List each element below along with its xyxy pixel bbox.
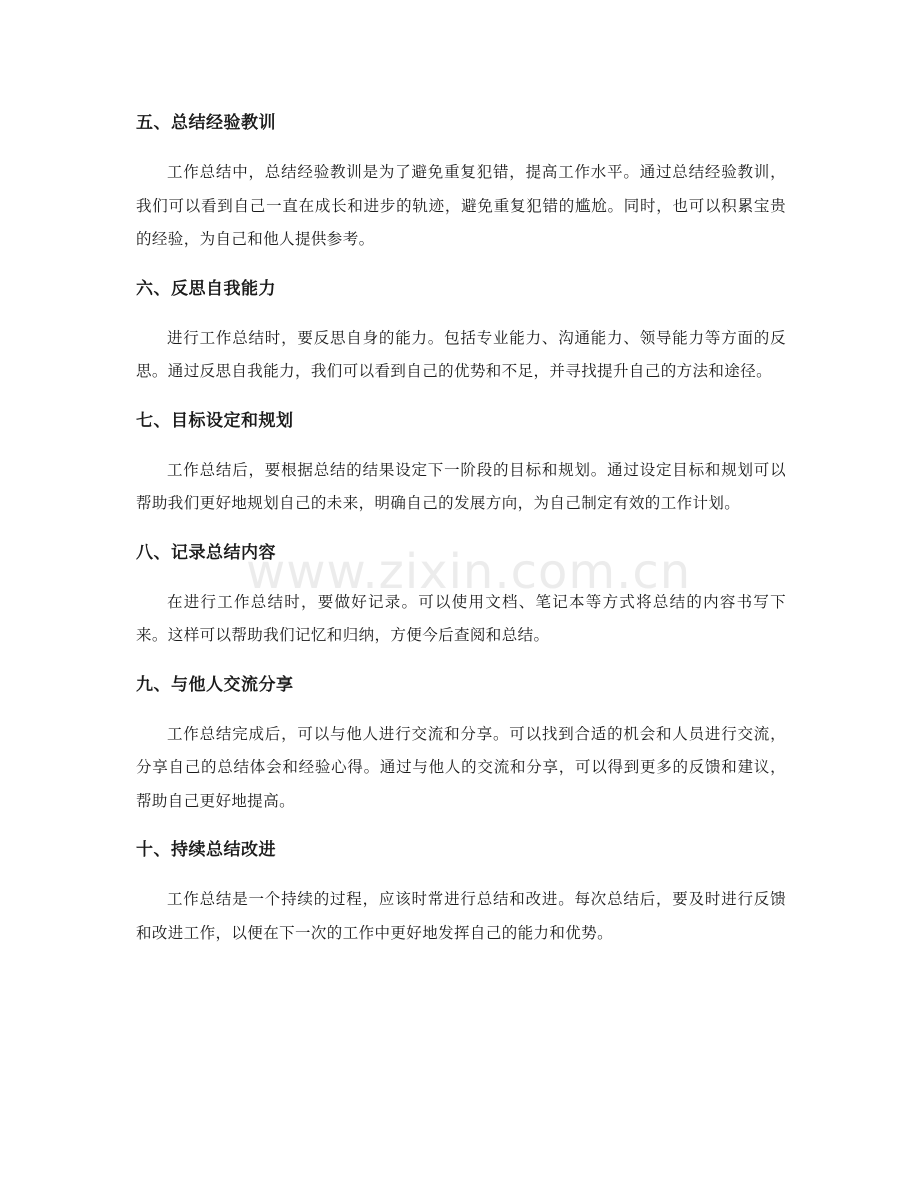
section-paragraph: 工作总结后，要根据总结的结果设定下一阶段的目标和规划。通过设定目标和规划可以帮助我们更好地规划自己的未来，明确自己的发展方向，为自己制定有效的工作计划。 [136,460,786,512]
section-6 [136,272,786,389]
section-heading: 六、反思自我能力 [136,278,276,299]
section-7 [136,404,786,521]
section-heading: 八、记录总结内容 [136,542,276,563]
section-heading: 五、总结经验教训 [136,113,276,133]
section-9 [136,668,786,819]
watermark: www.zixin.com.cn [246,544,692,600]
section-paragraph: 在进行工作总结时，要做好记录。可以使用文档、笔记本等方式将总结的内容书写下来。这样可以帮助我们记忆和归纳，方便今后查阅和总结。 [136,592,786,644]
section-8 [136,536,786,653]
section-paragraph: 进行工作总结时，要反思自身的能力。包括专业能力、沟通能力、领导能力等方面的反思。通过反思自我能力，我们可以看到自己的优势和不足，并寻找提升自己的方法和途径。 [136,328,786,380]
document-body [136,106,786,965]
section-heading: 七、目标设定和规划 [136,410,294,431]
section-heading: 十、持续总结改进 [136,840,276,860]
section-heading: 九、与他人交流分享 [136,674,294,695]
section-paragraph: 工作总结中，总结经验教训是为了避免重复犯错，提高工作水平。通过总结经验教训，我们可以看到自己一直在成长和进步的轨迹，避免重复犯错的尴尬。同时，也可以积累宝贵的经验，为自己和他人提供参考。 [136,163,786,248]
section-paragraph: 工作总结完成后，可以与他人进行交流和分享。可以找到合适的机会和人员进行交流，分享自己的总结体会和经验心得。通过与他人的交流和分享，可以得到更多的反馈和建议，帮助自己更好地提高。 [136,724,786,810]
section-paragraph: 工作总结是一个持续的过程，应该时常进行总结和改进。每次总结后，要及时进行反馈和改进工作，以便在下一次的工作中更好地发挥自己的能力和优势。 [136,890,786,942]
section-5 [136,106,786,257]
section-10 [136,833,786,950]
